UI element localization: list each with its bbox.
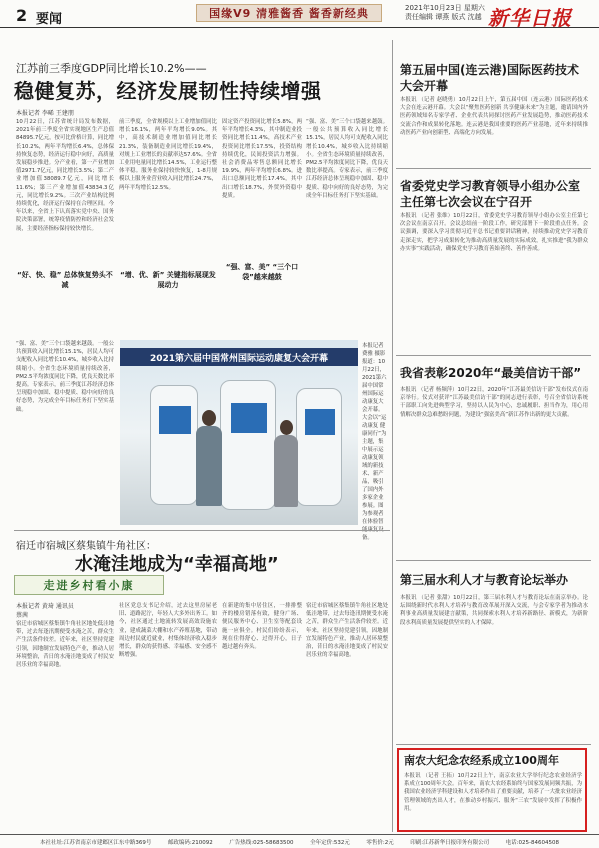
- lead-subhead-2: “增、优、新” 关键指标展现发展动力: [120, 271, 216, 289]
- lead-subhead-1: “好、快、稳” 总体恢复势头不减: [17, 271, 113, 289]
- right-story-4-headline[interactable]: 第三届水利人才与教育论坛举办: [400, 573, 569, 587]
- lead-body-col-4: “强、富、美”三个口袋越来越鼓。一般公共预算收入同比增长15.1%，居民人均可支配收入同比增长10.4%，城乡收入比持续缩小。全省生态环境质量持续改善，PM2.5平均浓度同比下降，优良天数比率提高。专家表示，前三季度江苏经济总体呈现稳中加固、稳中提质、稳中向好的良好态势，为完成全年目标任务打下坚实基础。: [306, 119, 388, 199]
- village-body-col-1: 宿迁市宿城区蔡集镇牛角社区地处低洼地带，过去每逢汛期便受水淹之苦，群众生产生活条件较差。近年来，社区坚持党建引领，因地制宜发展特色产业，推动人居环境整治，昔日的水淹洼地变成了村民安居乐业的幸福高地。: [16, 621, 114, 669]
- footer-price: 全年定价:532元: [310, 839, 350, 846]
- village-body-col-2: 社区党总支书记介绍，过去这里房屋老旧、道路泥泞，年轻人大多外出务工。如今，社区通过土地流转发展高效设施农业，建成蔬菜大棚和水产养殖基地，带动周边村民就近就业，村集体经济收入稳步增长，群众的获得感、幸福感、安全感不断增强。: [119, 603, 217, 659]
- right-divider-4: [396, 744, 591, 745]
- lead-headline[interactable]: 稳健复苏，经济发展韧性持续增强: [14, 79, 322, 103]
- rehab-machine-right: [296, 388, 342, 506]
- visitor-figure-2: [274, 435, 298, 507]
- masthead: [0, 0, 599, 28]
- photo-caption: 本报记者 费雅 摄影报道：10月22日，2021第六届中国常州国际运动康复大会开幕。大会以“运动康复 健康同行”为主题，集中展示运动康复领域的新技术、新产品，吸引了国内外多家企业参展。图为参观者在体验智 备。: [362, 343, 387, 541]
- date-line: 2021年10月23日 星期六: [405, 4, 485, 12]
- village-body-col-4: 宿迁市宿城区蔡集镇牛角社区地处低洼地带，过去每逢汛期便受水淹之苦，群众生产生活条件较差。近年来，社区坚持党建引领，因地制宜发展特色产业，推动人居环境整治，昔日的水淹洼地变成了村民安居乐业的幸福高地。: [306, 603, 388, 659]
- lead-kicker: 江苏前三季度GDP同比增长10.2%——: [16, 62, 207, 75]
- right-story-1-body: 本报讯 （记者 赵晓勇）10月22日上午，第五届中国（连云港）国际医药技术大会在连云港开幕。大会以“聚焦医药创新 共享健康未来”为主题，邀请国内外医药领域知名专家学者、企业代表共同探讨医药产业发展趋势，推动医药技术交流合作和成果转化落地。连云港是我国重要的医药产业基地，近年来持续推动医药产业向创新型、高端化方向发展。: [400, 97, 588, 136]
- footer-phone: 电话:025-84604508: [505, 839, 559, 846]
- lead-body-col-5: “强、富、美”三个口袋越来越鼓。一般公共预算收入同比增长15.1%，居民人均可支配收入同比增长10.4%，城乡收入比持续缩小。全省生态环境质量持续改善，PM2.5平均浓度同比下降，优良天数比率提高。专家表示，前三季度江苏经济总体呈现稳中加固、稳中提质、稳中向好的良好态势，为完成全年目标任务打下坚实基础。: [16, 341, 114, 413]
- lead-byline: 本报记者 李晞 王建朋: [16, 110, 74, 117]
- lead-body-col-3: 固定资产投资同比增长5.8%，两年平均增长4.3%，其中制造业投资同比增长11.4%，高技术产业投资同比增长17.5%，投资结构持续优化，民间投资活力增强。社会消费品零售总额同比增长19.9%，两年平均增长6.8%。进出口总额同比增长17.4%，其中出口增长18.7%，外贸外资稳中提质。: [222, 119, 302, 199]
- village-body-col-3: 在新建的集中居住区，一排排整齐的楼房错落有致，健身广场、便民服务中心、卫生室等配套设施一应俱全。村民们纷纷表示，现在住得舒心、过得开心，日子越过越有奔头。: [222, 603, 302, 651]
- footer-postcode: 邮政编码:210092: [167, 839, 213, 846]
- section-divider: [14, 530, 390, 531]
- right-story-4-body: 本报讯 （记者 张甜）10月22日，第三届水利人才与教育论坛在南京举办。论坛围绕新时代水利人才培养与教育改革展开深入交流，与会专家学者为推动水利事业高质量发展建言献策，共同探索水利人才培养新路径、新模式，为新阶段水利高质量发展提供坚实的人才保障。: [400, 595, 588, 626]
- photo-banner: 2021第六届中国常州国际运动康复大会开幕: [120, 348, 358, 366]
- visitor-figure: [196, 426, 222, 506]
- footer-printer: 印刷:江苏新华日报印务有限公司: [410, 839, 490, 846]
- right-story-2-body: 本报讯 （记者 张维）10月22日，省委党史学习教育领导小组办公室主任第七次会议在南京召开。会议总结前一阶段工作，研究部署下一阶段重点任务。会议强调，要深入学习贯彻习近平总书记重要讲话精神，持续推动党史学习教育走深走实，把学习成果转化为推动高质量发展的实际成效，扎实推进“我为群众办实事”实践活动，确保党史学习教育善始善终、善作善成。: [400, 213, 588, 252]
- news-photo: [120, 340, 358, 525]
- footer-ad-phone: 广告热线:025-58683500: [229, 839, 294, 846]
- right-divider-3: [396, 560, 591, 561]
- footer-address: 本社社址:江苏省南京市建邺区江东中路369号: [40, 839, 152, 846]
- right-story-5-headline[interactable]: 南农大纪念农经系成立100周年: [404, 754, 559, 767]
- visitor-head-2: [280, 420, 293, 435]
- village-headline[interactable]: 水淹洼地成为“幸福高地”: [75, 554, 279, 575]
- page-number: 2: [16, 6, 28, 25]
- right-story-3-body: 本报讯 （记者 杨频萍）10月22日，2020年“江苏最美信访干部”发布仪式在南京举行。仪式对获评“江苏最美信访干部”的同志进行表彰，号召全省信访系统干部职工向先进典型学习，坚持以人民为中心，忠诚履职、担当作为，用心用情解决群众急难愁盼问题，为建设“强富美高”新江苏作出新的更大贡献。: [400, 387, 588, 418]
- right-story-5-body: 本报讯 （记者 王拓）10月22日上午，南京农业大学举行纪念农业经济学系成立100周年大会。百年来，南农大农经系始终与国家发展同频共振，为我国农业经济学科建设和人才培养作出了重要贡献，培养了一大批农业经济管理领域的杰出人才，在推动乡村振兴、服务“三农”发展中发挥了积极作用。: [404, 773, 582, 812]
- visitor-head: [202, 410, 216, 426]
- editor-line: 责任编辑 谭燕 版式 沈越: [405, 13, 482, 21]
- ad-banner[interactable]: 国缘V9 清雅酱香 酱香新经典: [196, 4, 382, 22]
- newspaper-logo: 新华日报: [488, 6, 572, 30]
- rehab-machine-center: [220, 380, 276, 510]
- right-story-1-headline[interactable]: 第五届中国(连云港)国际医药技术大会开幕: [400, 63, 579, 93]
- page-footer: [0, 834, 599, 848]
- date-block: [405, 4, 485, 22]
- village-kicker: 宿迁市宿城区蔡集镇牛角社区：: [16, 541, 156, 552]
- lead-subhead-3: “强、富、美” “三个口袋”越来越鼓: [222, 262, 302, 282]
- right-story-3-headline[interactable]: 我省表彰2020年“最美信访干部”: [400, 366, 582, 380]
- village-byline: 本报记者 黄琦 通讯员 蔡茜: [16, 603, 74, 619]
- right-divider-1: [396, 168, 591, 169]
- column-tag: 走进乡村看小康: [14, 575, 164, 595]
- right-story-2-headline[interactable]: 省委党史学习教育领导小组办公室主任第七次会议在宁召开: [400, 179, 581, 209]
- rehab-machine-left: [150, 385, 198, 505]
- lead-body-col-1: 10月22日，江苏省统计局发布数据，2021年前三季度全省实现地区生产总值84895.7亿元，按可比价格计算，同比增长10.2%，两年平均增长6.4%，总体保持恢复态势，经济运行稳中向好，高质量发展稳步推进。分产业看，第一产业增加值2971.7亿元，同比增长3.5%；第二产业增加值38089.7亿元，同比增长11.6%；第三产业增加值43834.3亿元，同比增长9.2%。三次产业结构比例持续优化，经济运行保持在合理区间。今年以来，全省上下认真落实党中央、国务院决策部署，统筹疫情防控和经济社会发展，主要经济指标保持较快增长。: [16, 119, 114, 232]
- section-name: 要闻: [36, 12, 63, 27]
- right-divider-2: [396, 355, 591, 356]
- column-divider: [392, 40, 393, 832]
- footer-retail: 零售价:2元: [366, 839, 394, 846]
- lead-body-col-2: 前三季度，全省规模以上工业增加值同比增长16.1%，两年平均增长9.0%。其中，高技术制造业增加值同比增长21.3%，装备制造业同比增长19.4%，对规上工业增长的贡献率达57.6%。全省工业用电量同比增长14.5%，工业运行整体平稳。服务业保持较快恢复，1-8月规模以上服务业营业收入同比增长24.7%，两年平均增长12.5%。: [119, 119, 217, 191]
